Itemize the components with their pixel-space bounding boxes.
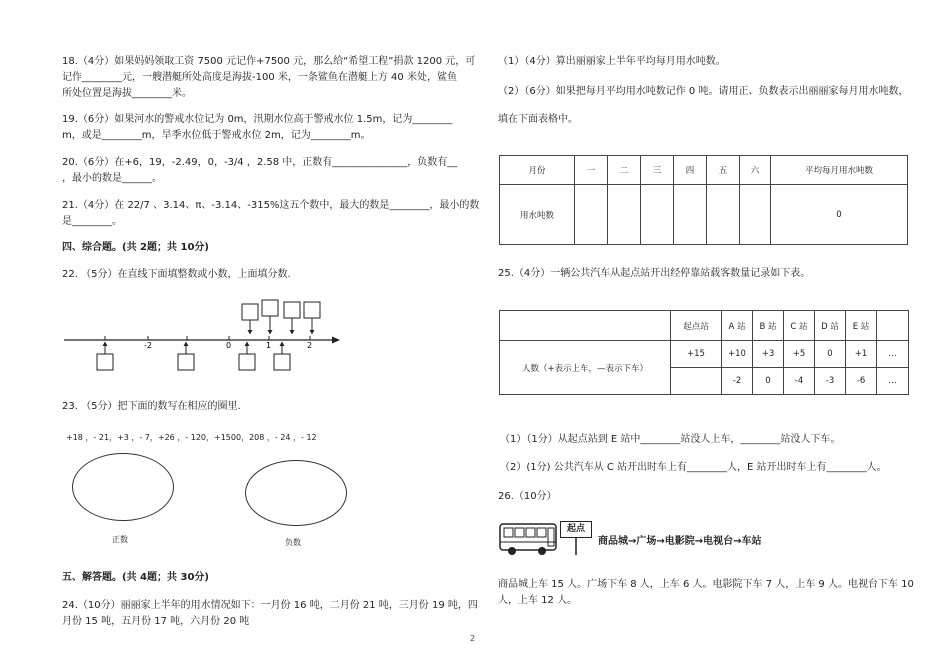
q21-line2: 是________。 bbox=[62, 216, 122, 227]
q19-line2: m，或是________m，旱季水位低于警戒水位 2m，记为________m。 bbox=[62, 130, 371, 141]
water-header-2: 二 bbox=[608, 156, 641, 185]
water-cell-2[interactable] bbox=[608, 185, 641, 245]
bus-r2-e: -6 bbox=[846, 368, 877, 395]
page-number: 2 bbox=[470, 634, 476, 643]
tick-label-minus2: -2 bbox=[144, 341, 152, 350]
q24-line2: 月份 15 吨，五月份 17 吨，六月份 20 吨 bbox=[62, 616, 250, 627]
water-header-4: 四 bbox=[674, 156, 707, 185]
answer-box-above-4 bbox=[304, 302, 320, 318]
tick-label-1: 1 bbox=[266, 341, 272, 350]
bus-header-b: B 站 bbox=[753, 311, 784, 341]
bus-r1-start: +15 bbox=[671, 341, 722, 368]
water-header-3: 三 bbox=[641, 156, 674, 185]
water-cell-avg: 0 bbox=[771, 185, 908, 245]
negative-oval bbox=[245, 460, 347, 526]
water-header-1: 一 bbox=[575, 156, 608, 185]
bus-r2-a: -2 bbox=[722, 368, 753, 395]
q20-line2: ，最小的数是______。 bbox=[62, 173, 162, 184]
bus-r1-a: +10 bbox=[722, 341, 753, 368]
bus-header-c: C 站 bbox=[784, 311, 815, 341]
bus-r1-b: +3 bbox=[753, 341, 784, 368]
q18-line2: 记作________元，一艘潜艇所处高度是海拔-100 米，一条鲨鱼在潜艇上方 40 米处，鲨鱼 bbox=[62, 72, 457, 83]
sign-post bbox=[574, 537, 578, 555]
positive-label: 正数 bbox=[112, 535, 128, 544]
q24-part2-line1: （2）（6分）如果把每月平均用水吨数记作 0 吨。请用正、负数表示出丽丽家每月用水吨数， bbox=[498, 86, 909, 97]
q24-part1: （1）（4分）算出丽丽家上半年平均每月用水吨数。 bbox=[498, 56, 726, 67]
start-sign: 起点 bbox=[560, 521, 592, 538]
water-cell-1[interactable] bbox=[575, 185, 608, 245]
answer-box-below-2 bbox=[178, 354, 194, 370]
bus-header-empty bbox=[500, 311, 671, 341]
bus-r1-e: +1 bbox=[846, 341, 877, 368]
q26-line2: 人，上车 12 人。 bbox=[498, 595, 578, 606]
q24-part2-line2: 填在下面表格中。 bbox=[498, 114, 578, 125]
bus-passenger-table bbox=[499, 310, 909, 395]
water-cell-3[interactable] bbox=[641, 185, 674, 245]
q25-text: 25.（4分）一辆公共汽车从起点站开出经停靠站载客数量记录如下表。 bbox=[498, 268, 811, 279]
bus-row-label: 人数（+表示上车，—表示下车） bbox=[500, 341, 671, 395]
q23-numbers: +18 ，- 21，+3 ，- 7，+26 ，- 120，+1500，208 ，- 24 ，- 12 bbox=[66, 433, 317, 442]
q26-line1: 商品城上车 15 人。广场下车 8 人，上车 6 人。电影院下车 7 人，上车 9 人。电视台下车 10 bbox=[498, 579, 914, 590]
q24-line1: 24.（10分）丽丽家上半年的用水情况如下：一月份 16 吨，二月份 21 吨，三月份 19 吨，四 bbox=[62, 600, 478, 611]
water-header-6: 六 bbox=[740, 156, 771, 185]
q20-line1: 20.（6分）在+6，19，-2.49，0，-3/4 ，2.58 中，正数有_______________，负数有__ bbox=[62, 157, 458, 168]
bus-header-start: 起点站 bbox=[671, 311, 722, 341]
q21-line1: 21.（4分）在 22/7 、3.14、π、-3.14、-315%这五个数中，最大的数是________，最小的数 bbox=[62, 200, 480, 211]
water-header-month: 月份 bbox=[500, 156, 575, 185]
bus-r2-start bbox=[671, 368, 722, 395]
water-cell-5[interactable] bbox=[707, 185, 740, 245]
tick-label-0: 0 bbox=[226, 341, 232, 350]
bus-icon bbox=[498, 518, 560, 558]
water-usage-table bbox=[499, 155, 908, 245]
q26-title: 26.（10分） bbox=[498, 491, 557, 502]
answer-box-above-2 bbox=[262, 300, 278, 316]
positive-oval bbox=[72, 453, 174, 521]
answer-box-below-4 bbox=[274, 354, 290, 370]
q23-text: 23. （5分）把下面的数写在相应的圈里. bbox=[62, 401, 241, 412]
q25-part2: （2）(1分) 公共汽车从 C 站开出时车上有________人，E 站开出时车上有________人。 bbox=[500, 462, 887, 473]
bus-r2-c: -4 bbox=[784, 368, 815, 395]
water-cell-4[interactable] bbox=[674, 185, 707, 245]
answer-box-below-1 bbox=[97, 354, 113, 370]
bus-r1-more: … bbox=[877, 341, 909, 368]
q25-part1: （1）（1分）从起点站到 E 站中________站没人上车，________站没人下车。 bbox=[500, 434, 841, 445]
water-cell-6[interactable] bbox=[740, 185, 771, 245]
tick-label-2: 2 bbox=[307, 341, 313, 350]
answer-box-above-3 bbox=[284, 302, 300, 318]
q18-line1: 18.（4分）如果妈妈领取工资 7500 元记作+7500 元，那么给“希望工程”捐款 1200 元，可 bbox=[62, 56, 476, 67]
water-row-label: 用水吨数 bbox=[500, 185, 575, 245]
upper-answer-boxes bbox=[232, 296, 332, 340]
bus-header-e: E 站 bbox=[846, 311, 877, 341]
bus-header-more bbox=[877, 311, 909, 341]
section-5-title: 五、解答题。(共 4题；共 30分) bbox=[62, 572, 209, 583]
bus-r2-b: 0 bbox=[753, 368, 784, 395]
bus-r1-d: 0 bbox=[815, 341, 846, 368]
answer-box-above-1 bbox=[242, 304, 258, 320]
q18-line3: 所处位置是海拔________米。 bbox=[62, 88, 192, 99]
water-header-avg: 平均每月用水吨数 bbox=[771, 156, 908, 185]
bus-r2-d: -3 bbox=[815, 368, 846, 395]
q19-line1: 19.（6分）如果河水的警戒水位记为 0m，汛期水位高于警戒水位 1.5m，记为________ bbox=[62, 114, 453, 125]
water-header-5: 五 bbox=[707, 156, 740, 185]
q22-text: 22. （5分）在直线下面填整数或小数，上面填分数. bbox=[62, 269, 291, 280]
answer-box-below-3 bbox=[239, 354, 255, 370]
bus-r2-more: … bbox=[877, 368, 909, 395]
bus-header-d: D 站 bbox=[815, 311, 846, 341]
negative-label: 负数 bbox=[285, 538, 301, 547]
bus-header-a: A 站 bbox=[722, 311, 753, 341]
route-text: 商品城→广场→电影院→电视台→车站 bbox=[598, 536, 762, 547]
section-4-title: 四、综合题。(共 2题；共 10分) bbox=[62, 242, 209, 253]
bus-r1-c: +5 bbox=[784, 341, 815, 368]
